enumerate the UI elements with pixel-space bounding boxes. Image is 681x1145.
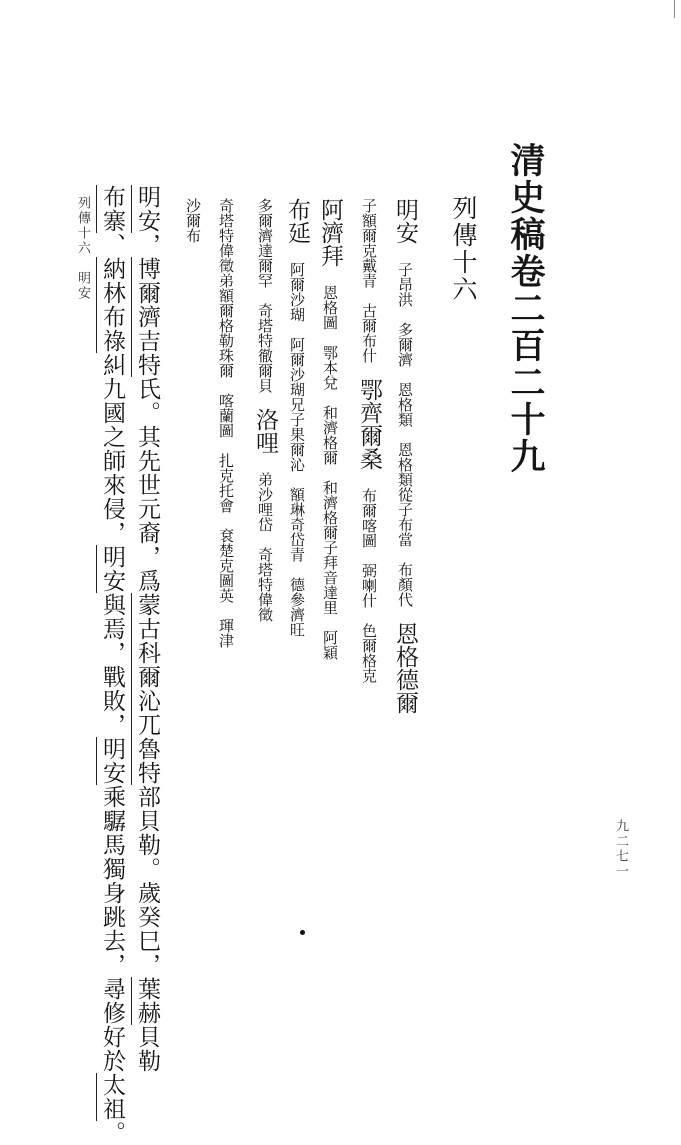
body-text: 。 [99, 1121, 125, 1145]
toc-entry-text: 多爾濟達爾罕 奇塔特徹爾貝 [256, 198, 274, 408]
body-text: 部貝勒。歲癸巳， [134, 785, 160, 977]
proper-name: 布寨 [96, 185, 125, 233]
toc-entry-text: 布爾喀圖 弼喇什 色爾格克 [360, 470, 378, 683]
toc-column [393, 198, 416, 714]
body-text: 、 [99, 233, 125, 257]
toc-column [318, 198, 341, 660]
body-text: 氏。其先世元裔，爲 [134, 377, 160, 593]
proper-name: 明安 [96, 737, 125, 785]
biography-name: 明安 [392, 198, 418, 244]
toc-column [357, 198, 380, 683]
biography-name: 鄂齊爾桑 [356, 378, 382, 470]
biography-name: 阿濟拜 [317, 198, 343, 267]
toc-entry-text: 恩格圖 鄂本兌 和濟格爾 和濟格爾子拜音達里 阿穎 [321, 267, 339, 660]
body-text: ， [134, 233, 160, 257]
body-text: 糾九國之師來侵， [99, 353, 125, 545]
toc-entry-text: 子昂洪 多爾濟 恩格類 恩格類從子布當 布顏代 [396, 244, 414, 622]
section-heading: 列傳十六 [449, 195, 478, 303]
toc-entry-text: 沙爾布 [184, 198, 202, 243]
biography-name: 恩格德爾 [392, 622, 418, 714]
proper-name: 明安 [96, 545, 125, 593]
body-text: 乘驏馬獨身跳去，尋修好於 [99, 785, 125, 1073]
toc-entry-text: 阿爾沙瑚 阿爾沙瑚兄子果爾沁 額琳奇岱青 德參濟旺 [288, 244, 306, 637]
biography-name: 布延 [284, 198, 310, 244]
toc-entry-text: 奇塔特偉徵弟額爾格勒珠爾 喀蘭圖 扎克托會 袞楚克圖英 琿津 [217, 198, 235, 648]
body-column [100, 185, 123, 1145]
ink-mark [300, 930, 305, 935]
page-number: 九二七一 [613, 819, 628, 879]
toc-entry-text: 弟沙哩岱 奇塔特偉徵 [256, 454, 274, 622]
body-column [135, 185, 158, 1073]
body-text: 與焉，戰敗， [99, 593, 125, 737]
proper-name: 蒙古科爾沁兀魯特 [131, 593, 160, 785]
proper-name: 博爾濟吉特 [131, 257, 160, 377]
biography-name: 洛哩 [252, 408, 278, 454]
toc-column [185, 198, 201, 243]
proper-name: 納林布祿 [96, 257, 125, 353]
proper-name: 太祖 [96, 1073, 125, 1121]
toc-column [285, 198, 308, 637]
toc-column [253, 198, 276, 622]
volume-title: 清史稿卷二百二十九 [505, 142, 546, 475]
margin-chapter-label: 列傳十六 明安 [75, 196, 90, 301]
page-edge-divider [674, 0, 675, 18]
proper-name: 明安 [131, 185, 160, 233]
body-text: 貝勒 [134, 1025, 160, 1073]
proper-name: 葉赫 [131, 977, 160, 1025]
toc-column [218, 198, 234, 648]
toc-entry-text: 子額爾克戴青 古爾布什 [360, 198, 378, 378]
